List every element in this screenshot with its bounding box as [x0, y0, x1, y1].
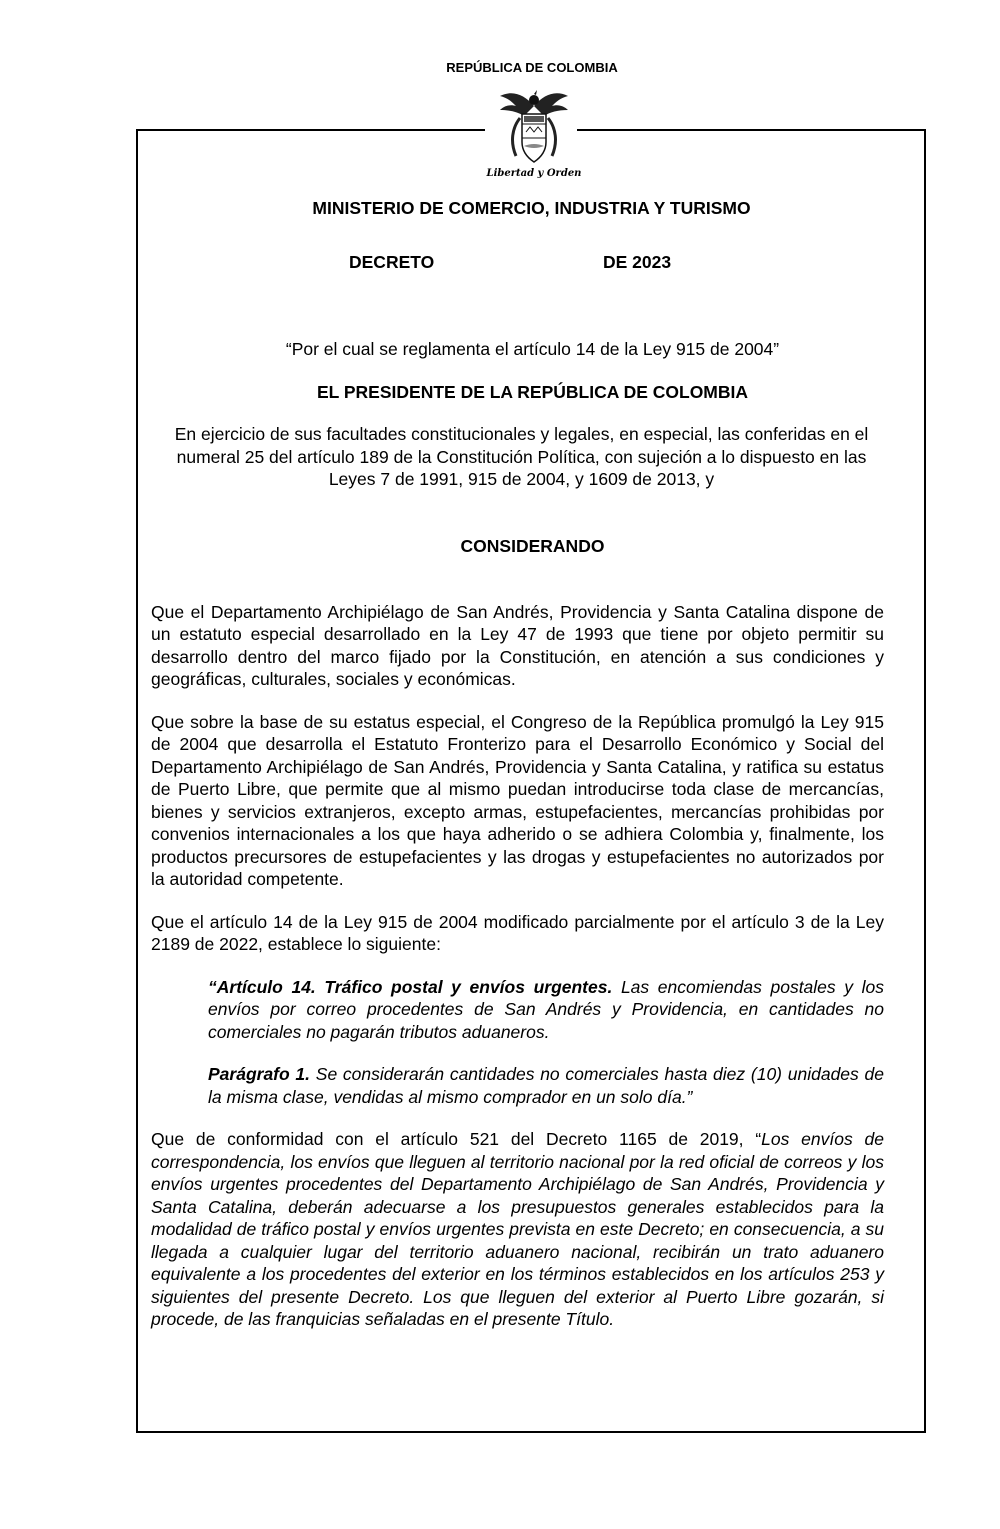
president-heading: EL PRESIDENTE DE LA REPÚBLICA DE COLOMBIA — [316, 382, 749, 402]
paragraph-4-quote: Los envíos de correspondencia, los envíos que lleguen al territorio nacional por la red oficial de correos y los envíos urgentes procedentes del Departamento Archipiélago de San Andrés, Providencia y Santa Catalina, deberán adecuarse a los presupuestos generales establecidos para la modalidad de tráfico postal y envíos urgentes prevista en este Decreto; en consecuencia, a su llegada a cualquier lugar del territorio aduanero nacional, recibirán un trato aduanero equivalente a los procedentes del exterior en los términos establecidos en los artículos 253 y siguientes del presente Decreto. Los que lleguen del exterior al Puerto Libre gozarán, si procede, de las franquicias señaladas en el presente Título. — [151, 1129, 884, 1329]
article-14-text: Las encomiendas postales y los envíos por correo procedentes de San Andrés y Providencia, en cantidades no comerciales no pagarán tributos aduaneros. — [208, 976, 884, 1042]
considering-paragraph-3: Que el artículo 14 de la Ley 915 de 2004 modificado parcialmente por el artículo 3 de la Ley 2189 de 2022, establece lo siguiente: — [151, 911, 884, 954]
article-14-quote — [208, 976, 884, 1044]
decree-line — [151, 252, 884, 274]
considering-paragraph-2: Que sobre la base de su estatus especial, el Congreso de la República promulgó la Ley 915 de 2004 que desarrolla el Estatuto Fronterizo para el Desarrollo Económico y Social del Departamento Archipiélago de San Andrés, Providencia y Santa Catalina, y ratifica su estatus de Puerto Libre, que permite que al mismo puedan introducirse toda clase de mercancías, bienes y servicios extranjeros, excepto armas, estupefacientes, mercancías prohibidas por convenios internacionales a los que haya adherido o se adhiera Colombia y, finalmente, los productos precursores de estupefacientes y las drogas y estupefacientes no autorizados por la autoridad competente. — [151, 711, 884, 889]
paragraph-4-lead: Que de conformidad con el artículo 521 del Decreto 1165 de 2019, “ — [151, 1129, 762, 1149]
ministry-title: MINISTERIO DE COMERCIO, INDUSTRIA Y TURISMO — [312, 198, 751, 218]
decree-year: DE 2023 — [603, 252, 672, 272]
paragraph-1-quote — [208, 1063, 884, 1108]
powers-paragraph: En ejercicio de sus facultades constitucionales y legales, en especial, las conferidas en el numeral 25 del artículo 189 de la Constitución Política, con sujeción a lo dispuesto en las Leyes 7 de 1991, 915 de 2004, y 1609 de 2013, y — [174, 424, 869, 489]
considering-heading: CONSIDERANDO — [460, 535, 605, 556]
paragraph-1-heading: Parágrafo 1. — [208, 1064, 311, 1084]
motto: Libertad y Orden — [486, 168, 582, 179]
decree-label: DECRETO — [349, 252, 435, 272]
decree-title: “Por el cual se reglamenta el artículo 14 de la Ley 915 de 2004” — [285, 339, 780, 359]
republic-heading: REPÚBLICA DE COLOMBIA — [446, 60, 618, 75]
considering-paragraph-1: Que el Departamento Archipiélago de San Andrés, Providencia y Santa Catalina dispone de un estatuto especial desarrollado en la Ley 47 de 1993 que tiene por objeto permitir su desarrollo dentro del marco fijado por la Constitución, en atención a sus condiciones y geográficas, culturales, sociales y económicas. — [151, 601, 884, 689]
considering-paragraph-4 — [151, 1128, 884, 1331]
document-body — [151, 198, 884, 1331]
article-14-heading: “Artículo 14. Tráfico postal y envíos urgentes. — [208, 976, 613, 997]
paragraph-1-text: Se considerarán cantidades no comerciales hasta diez (10) unidades de la misma clase, vendidas al mismo comprador en un solo día.” — [208, 1064, 884, 1107]
